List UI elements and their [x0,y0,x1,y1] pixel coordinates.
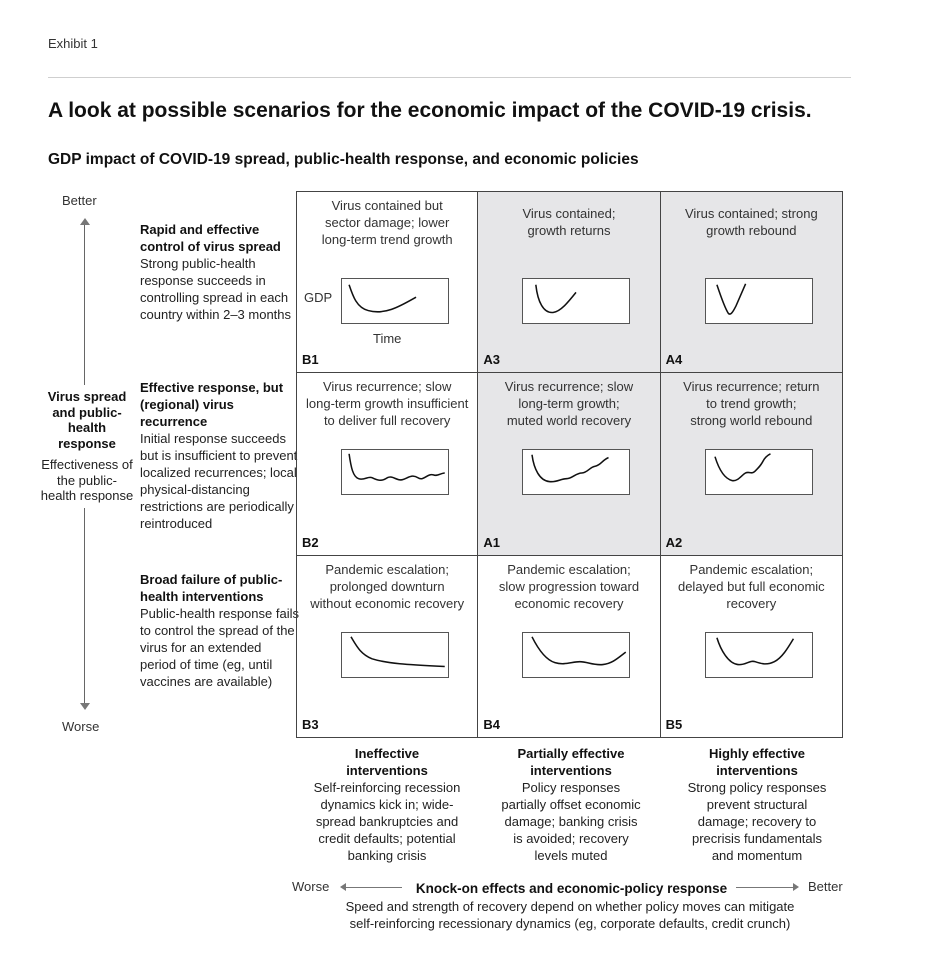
column-label-title: Ineffective interventions [346,746,428,778]
row-label-desc: Strong public-health response succeeds in controlling spread in each country within 2–3 months [140,256,292,322]
scenario-description: Virus contained but sector damage; lower long-term trend growth [321,198,453,247]
gdp-curve-chart [705,278,813,324]
scenario-code: B5 [665,716,683,732]
row-label-virus-recurrence [140,379,300,532]
page-subtitle: GDP impact of COVID-19 spread, public-health response, and economic policies [48,151,639,168]
scenario-code: A4 [665,352,683,368]
scenario-code: A3 [483,352,500,368]
scenario-cell-b2 [296,373,478,555]
y-axis-subtitle: Effectiveness of the public-health response [40,457,134,503]
scenario-code: B4 [483,716,500,732]
gdp-curve-line [715,454,770,481]
scenario-code: B2 [302,534,319,550]
y-axis-better-label: Better [62,193,97,208]
gdp-curve-chart [341,449,449,495]
x-axis-better-label: Better [808,879,843,894]
row-label-title: Rapid and effective control of virus spread [140,222,281,254]
scenario-grid [296,191,843,738]
scenario-description: Virus recurrence; slow long-term growth insufficient to deliver full recovery [305,379,469,429]
scenario-code: A2 [665,534,683,550]
column-label-title: Partially effective interventions [517,746,625,778]
scenario-code: A1 [483,534,500,550]
gdp-curve-chart [522,449,630,495]
column-label-partially-effective [480,745,662,864]
row-label-broad-failure [140,571,300,690]
scenario-description: Virus contained; growth returns [522,206,616,238]
page-title: A look at possible scenarios for the economic impact of the COVID-19 crisis. [48,99,812,122]
gdp-axis-label: GDP [304,290,333,305]
y-axis-worse-label: Worse [62,719,100,734]
arrow-up-icon [80,218,90,225]
gdp-curve-chart [522,278,630,324]
row-label-title: Effective response, but (regional) virus recurrence [140,380,284,429]
scenario-description: Virus recurrence; slow long-term growth; muted world recovery [504,379,634,429]
scenario-description: Pandemic escalation; prolonged downturn without economic recovery [310,561,465,611]
column-label-desc: Strong policy responses prevent structural damage; recovery to precrisis fundamentals and momentum [687,780,827,863]
column-label-desc: Self-reinforcing recession dynamics kick in; wide- spread bankruptcies and credit defaults; potential banking crisis [313,780,461,863]
arrow-right-icon [793,883,799,891]
column-label-desc: Policy responses partially offset economic damage; banking crisis is avoided; recovery levels muted [501,780,641,863]
x-axis-description: Speed and strength of recovery depend on whether policy moves can mitigate self-reinforcing recessionary dynamics (eg, corporate defaults, credit crunch) [345,899,795,931]
scenario-cell-b1 [296,191,478,373]
gdp-curve-chart [522,632,630,678]
gdp-curve-line [532,455,609,482]
gdp-curve-line [351,636,445,666]
time-axis-label: Time [373,331,402,346]
row-label-desc: Public-health response fails to control the spread of the virus for an extended period of time (eg, until vaccines are available) [140,606,299,689]
y-axis-title: Virus spread and public-health response [47,389,127,451]
gdp-curve-line [349,285,416,312]
gdp-curve-chart [341,278,449,324]
exhibit-label: Exhibit 1 [48,36,98,51]
scenario-code: B3 [302,716,319,732]
scenario-cell-a4 [661,191,843,373]
x-axis-line-right [736,887,794,888]
scenario-description: Pandemic escalation; slow progression toward economic recovery [498,561,640,611]
gdp-curve-chart [341,632,449,678]
scenario-code: B1 [302,352,319,368]
gdp-curve-line [717,637,794,664]
column-label-ineffective [296,745,478,864]
scenario-cell-b4 [478,556,660,738]
scenario-cell-b3 [296,556,478,738]
row-label-title: Broad failure of public-health interventions [140,572,283,604]
gdp-curve-line [717,284,746,314]
scenario-cell-a1 [478,373,660,555]
arrow-down-icon [80,703,90,710]
gdp-curve-chart [705,449,813,495]
x-axis-title: Knock-on effects and economic-policy response [415,881,728,896]
x-axis-worse-label: Worse [292,879,330,894]
gdp-curve-line [536,285,576,313]
column-label-highly-effective [666,745,848,864]
scenario-description: Virus recurrence; return to trend growth; strong world rebound [683,379,820,429]
gdp-curve-line [532,636,626,664]
gdp-curve-line [349,454,445,480]
gdp-curve-chart [705,632,813,678]
scenario-cell-b5 [661,556,843,738]
row-label-rapid-control [140,221,300,323]
scenario-description: Virus contained; strong growth rebound [684,206,818,238]
scenario-cell-a2 [661,373,843,555]
header-divider [48,77,851,78]
x-axis-line-left [344,887,402,888]
y-axis-title-box [40,385,134,508]
scenario-cell-a3 [478,191,660,373]
column-label-title: Highly effective interventions [708,746,806,778]
scenario-description: Pandemic escalation; delayed but full economic recovery [677,561,825,611]
row-label-desc: Initial response succeeds but is insufficient to prevent localized recurrences; local physical-distancing restrictions are periodically reintroduced [140,431,298,531]
